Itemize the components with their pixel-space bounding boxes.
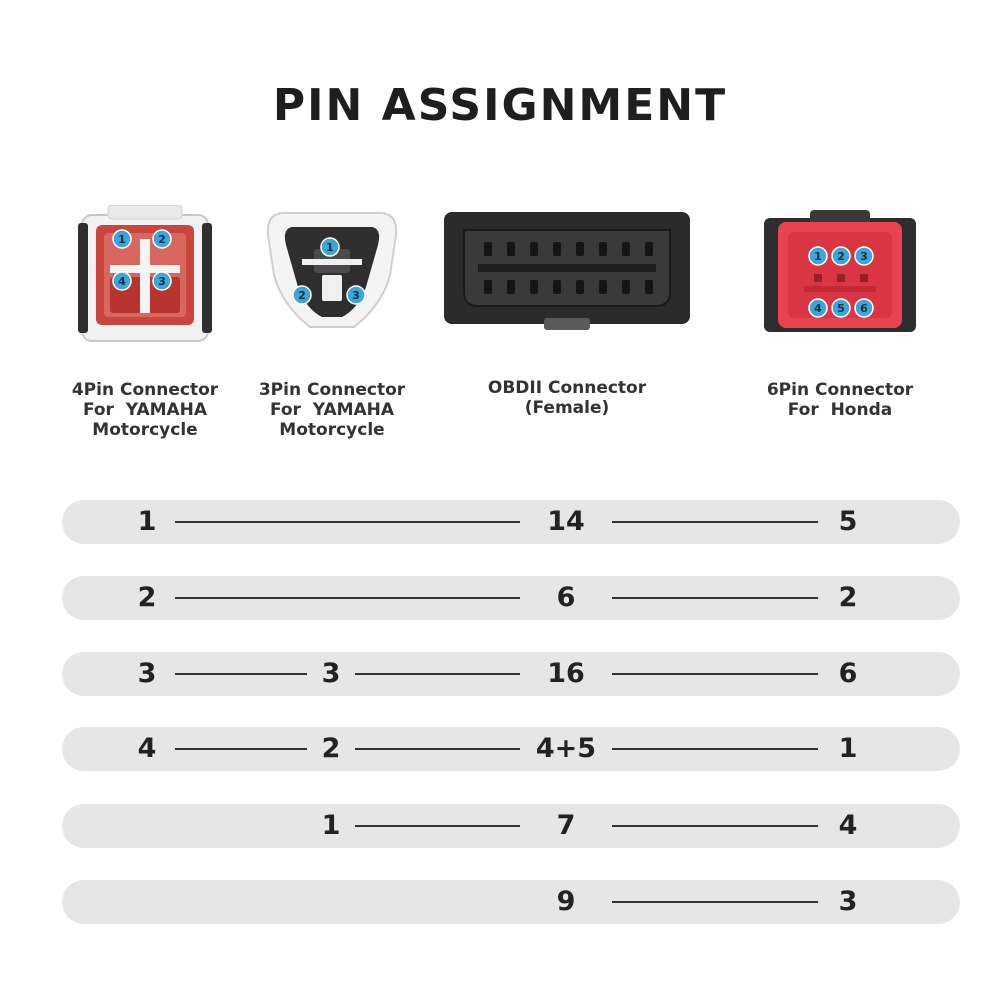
- svg-text:3: 3: [158, 275, 166, 288]
- svg-text:1: 1: [814, 250, 822, 263]
- connection-line: [612, 521, 818, 523]
- obd-pin-hole: [507, 280, 515, 294]
- pin-number-obd: 14: [547, 506, 585, 537]
- pin-row: [62, 500, 960, 544]
- obd-pin-hole: [645, 242, 653, 256]
- caption-obd2: OBDII Connector (Female): [487, 378, 647, 418]
- pin-number-yamaha4: 3: [137, 658, 157, 689]
- pin-number-obd: 4+5: [535, 733, 597, 764]
- pin-number-yamaha3: 3: [321, 658, 341, 689]
- connection-line: [612, 901, 818, 903]
- obd-pin-hole: [484, 242, 492, 256]
- obd-pin-hole: [599, 242, 607, 256]
- connection-line: [175, 597, 520, 599]
- svg-text:1: 1: [326, 241, 334, 254]
- pin-row: [62, 804, 960, 848]
- svg-text:4: 4: [118, 275, 126, 288]
- svg-text:4: 4: [814, 302, 822, 315]
- svg-text:2: 2: [158, 233, 166, 246]
- connection-line: [612, 825, 818, 827]
- obd-pin-hole: [530, 242, 538, 256]
- obd-pin-hole: [484, 280, 492, 294]
- connection-line: [612, 748, 818, 750]
- obd-pin-hole: [645, 280, 653, 294]
- svg-text:2: 2: [298, 289, 306, 302]
- pin-number-honda6: 6: [838, 658, 858, 689]
- connection-line: [175, 748, 307, 750]
- caption-yamaha-3pin: 3Pin Connector For YAMAHA Motorcycle: [258, 380, 406, 440]
- yamaha-3pin-connector-image: [262, 205, 402, 335]
- pin-number-honda6: 2: [838, 582, 858, 613]
- pin-number-honda6: 5: [838, 506, 858, 537]
- pin-number-yamaha3: 1: [321, 810, 341, 841]
- connection-line: [175, 673, 307, 675]
- obd-pin-hole: [622, 242, 630, 256]
- svg-text:3: 3: [860, 250, 868, 263]
- pin-row: [62, 652, 960, 696]
- caption-honda-6pin: 6Pin Connector For Honda: [766, 380, 914, 420]
- yamaha-4pin-connector-image: [78, 205, 212, 347]
- pin-number-yamaha4: 2: [137, 582, 157, 613]
- connection-line: [612, 673, 818, 675]
- obd2-connector-image: [444, 212, 690, 332]
- obd-pin-hole: [576, 280, 584, 294]
- obd-pin-hole: [553, 280, 561, 294]
- connection-line: [612, 597, 818, 599]
- caption-yamaha-4pin: 4Pin Connector For YAMAHA Motorcycle: [71, 380, 219, 440]
- pin-number-yamaha3: 2: [321, 733, 341, 764]
- connection-line: [355, 825, 520, 827]
- pin-number-obd: 6: [556, 582, 576, 613]
- pin-row: [62, 880, 960, 924]
- pin-row: [62, 727, 960, 771]
- obd-pin-hole: [553, 242, 561, 256]
- svg-text:2: 2: [837, 250, 845, 263]
- pin-number-honda6: 4: [838, 810, 858, 841]
- pin-number-obd: 16: [547, 658, 585, 689]
- page-title: PIN ASSIGNMENT: [272, 80, 728, 131]
- pin-number-yamaha4: 4: [137, 733, 157, 764]
- svg-text:6: 6: [860, 302, 868, 315]
- obd-pin-hole: [576, 242, 584, 256]
- pin-row: [62, 576, 960, 620]
- pin-number-obd: 9: [556, 886, 576, 917]
- svg-text:3: 3: [352, 289, 360, 302]
- connection-line: [355, 673, 520, 675]
- obd-pin-hole: [599, 280, 607, 294]
- obd-pin-hole: [507, 242, 515, 256]
- pin-number-honda6: 3: [838, 886, 858, 917]
- honda-6pin-connector-image: [764, 210, 916, 338]
- connection-line: [355, 748, 520, 750]
- obd-pin-hole: [530, 280, 538, 294]
- pin-number-obd: 7: [556, 810, 576, 841]
- pin-number-honda6: 1: [838, 733, 858, 764]
- pin-number-yamaha4: 1: [137, 506, 157, 537]
- svg-text:5: 5: [837, 302, 845, 315]
- obd-pin-hole: [622, 280, 630, 294]
- svg-text:1: 1: [118, 233, 126, 246]
- connection-line: [175, 521, 520, 523]
